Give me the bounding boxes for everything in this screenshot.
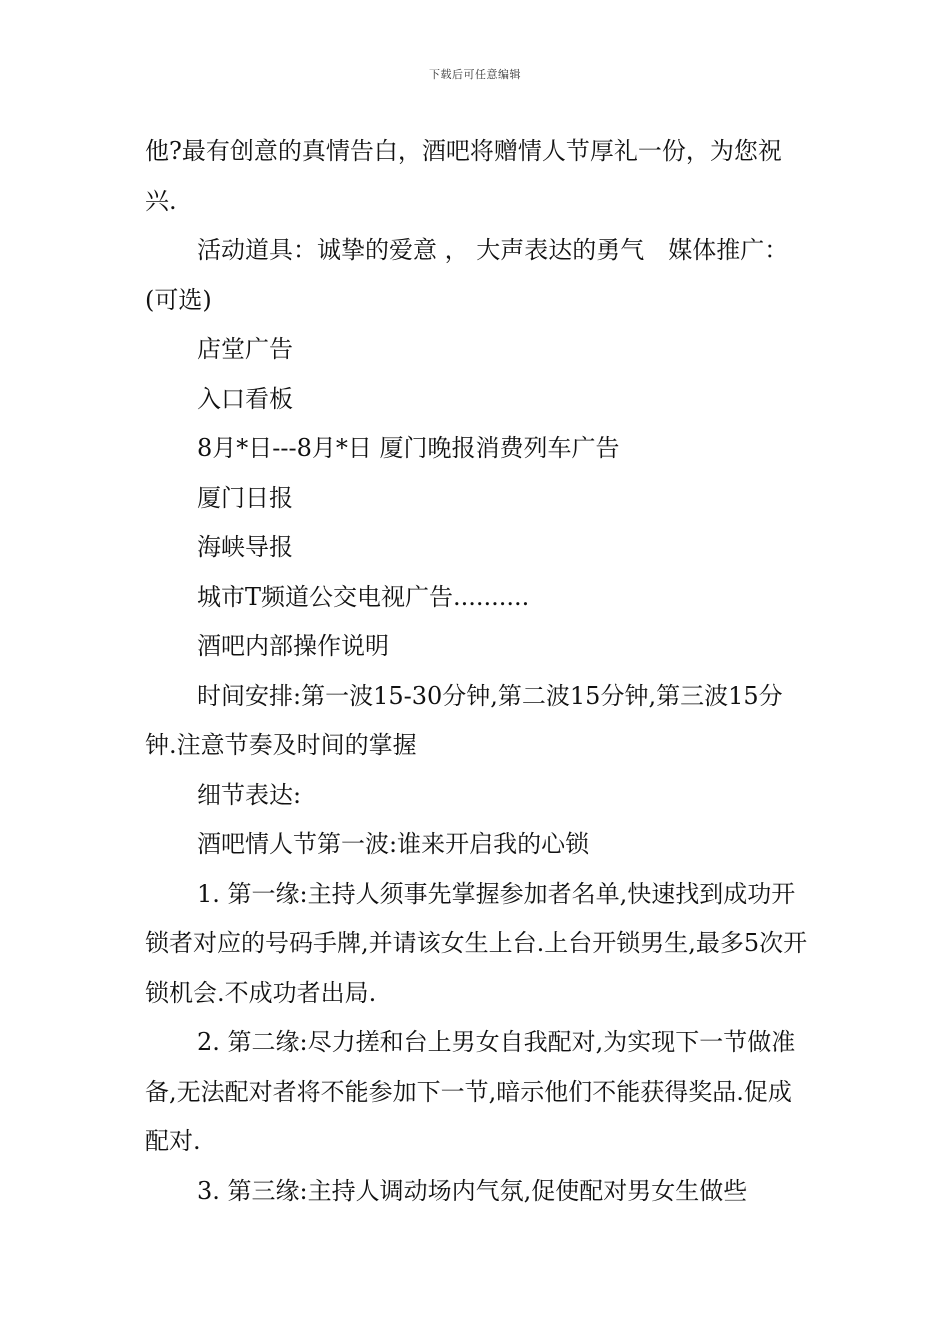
paragraph: 时间安排:第一波15-30分钟,第二波15分钟,第三波15分钟.注意节奏及时间的掌握	[145, 681, 783, 759]
paragraph: 1. 第一缘:主持人须事先掌握参加者名单,快速找到成功开锁者对应的号码手牌,并请该女生上台.上台开锁男生,最多5次开锁机会.不成功者出局.	[145, 879, 808, 1007]
paragraph: 细节表达:	[197, 780, 302, 809]
paragraph: 厦门日报	[197, 483, 293, 512]
page-header: 下载后可任意编辑	[429, 68, 521, 81]
paragraph: 酒吧内部操作说明	[197, 632, 389, 660]
paragraph: 海峡导报	[197, 533, 293, 561]
paragraph: 8月*日---8月*日 厦门晚报消费列车广告	[197, 434, 620, 462]
paragraph: 店堂广告	[197, 335, 293, 363]
paragraph: 城市T频道公交电视广告..........	[197, 582, 530, 611]
paragraph: 他?最有创意的真情告白，酒吧将赠情人节厚礼一份，为您祝兴.	[145, 137, 782, 215]
paragraph: 2. 第二缘:尽力搓和台上男女自我配对,为实现下一节做准备,无法配对者将不能参加下一节,暗示他们不能获得奖品.促成配对.	[145, 1028, 796, 1155]
paragraph: 3. 第三缘:主持人调动场内气氛,促使配对男女生做些	[197, 1176, 748, 1205]
paragraph: 酒吧情人节第一波:谁来开启我的心锁	[197, 830, 590, 858]
paragraph: 活动道具：诚挚的爱意 ， 大声表达的勇气 媒体推广：(可选)	[145, 236, 789, 314]
paragraph: 入口看板	[197, 384, 293, 413]
document-body	[145, 127, 810, 1216]
